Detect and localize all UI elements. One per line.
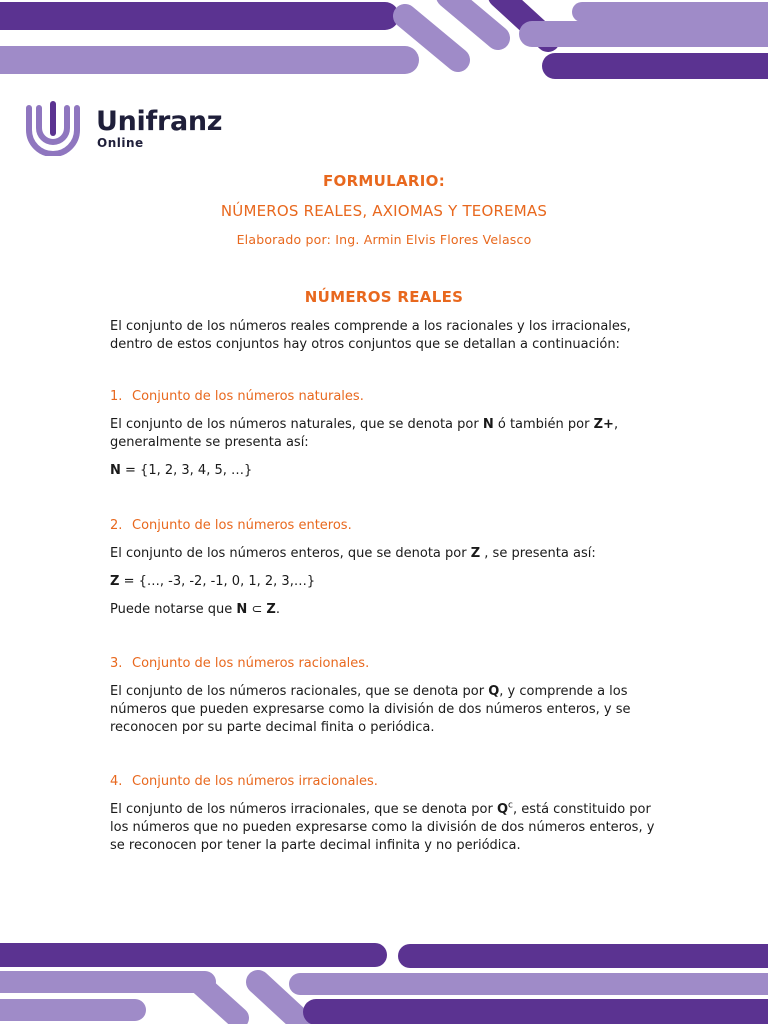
set-formula-naturales: N = {1, 2, 3, 4, 5, …} <box>110 463 253 478</box>
set-description-enteros: El conjunto de los números enteros, que se denota por Z , se presenta así: <box>110 546 596 561</box>
bottom-decorative-stripes <box>0 940 768 1024</box>
set-description-racionales: El conjunto de los números racionales, que se denota por Q, y comprende a los números que pueden expresarse como la división de dos números enteros, y se reconocen por su parte decimal finita o periódica. <box>110 684 631 735</box>
set-heading-irracionales: 4. Conjunto de los números irracionales. <box>110 774 378 789</box>
unifranz-logo <box>24 100 222 156</box>
document-title: FORMULARIO: <box>322 172 445 190</box>
set-description-irracionales: El conjunto de los números irracionales, que se denota por $Q^c$, está constituido por los números que no pueden expresarse como la división de dos números enteros, y se reconocen por tener la parte decimal infinita y no periódica. <box>110 800 655 853</box>
set-heading-racionales: 3. Conjunto de los números racionales. <box>110 656 370 671</box>
brand-subtitle: Online <box>97 135 144 150</box>
intro-paragraph: El conjunto de los números reales comprende a los racionales y los irracionales, dentro de estos conjuntos hay otros conjuntos que se detallan a continuación: <box>110 319 631 352</box>
section-title: NÚMEROS REALES <box>304 288 464 306</box>
set-formula-enteros: Z = {…, -3, -2, -1, 0, 1, 2, 3,…} <box>110 574 316 589</box>
document-subtitle: NÚMEROS REALES, AXIOMAS Y TEOREMAS <box>220 202 548 220</box>
set-heading-naturales: 1. Conjunto de los números naturales. <box>110 389 364 404</box>
document-body <box>110 318 670 855</box>
set-heading-enteros: 2. Conjunto de los números enteros. <box>110 518 352 533</box>
brand-text <box>96 105 223 150</box>
brand-name: Unifranz <box>96 105 223 137</box>
set-note-enteros: Puede notarse que N ⊂ Z. <box>110 602 280 617</box>
set-description-naturales: El conjunto de los números naturales, que se denota por N ó también por Z+, generalmente se presenta así: <box>110 417 619 450</box>
top-decorative-stripes <box>0 0 768 80</box>
unifranz-logo-icon <box>24 100 82 156</box>
document-author: Elaborado por: Ing. Armin Elvis Flores Velasco <box>236 232 532 247</box>
